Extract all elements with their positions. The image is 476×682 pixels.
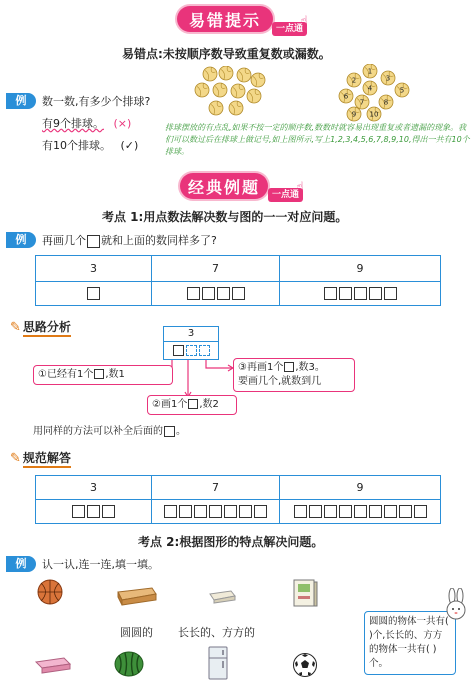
square-icon [179,505,192,518]
ball-number: 2 [351,76,357,85]
square-icon [72,505,85,518]
square-icon [217,287,230,300]
square-icon [369,505,382,518]
volleyball-icon [195,83,209,97]
step3-line2: 要画几个,就数到几 [238,376,322,387]
volleyball-icon [347,73,361,87]
step2-pre: ②画1个 [152,399,188,410]
volleyball-icon [379,95,393,109]
error-point-text: 易错点:未按顺序数导致重复数或漏数。 [122,47,331,61]
summary-post: 。 [176,426,186,437]
step1-post: ,数1 [105,369,125,380]
volleyball-icon [363,81,377,95]
square-icon [239,505,252,518]
wrong-answer: 有9个排球。 [42,117,104,130]
ball-number: 9 [351,110,357,119]
volleyball-icon [231,84,245,98]
square-icon [339,505,352,518]
header-cell: 3 [36,256,152,282]
squares-cell [152,500,280,524]
eraser-icon[interactable] [207,588,237,604]
volleyball-icon [363,64,377,78]
square-icon [87,505,100,518]
example2-question [42,232,217,248]
square-icon [324,287,337,300]
example2-table [35,255,441,306]
classic-banner [180,173,268,199]
volleyball-icon [381,71,395,85]
category-round-label: 圆圆的 [120,626,153,639]
dashed-square-icon [199,345,210,356]
step2-post: ,数2 [199,399,219,410]
square-icon [188,399,198,409]
square-icon [284,362,294,372]
volleyball-icon [395,83,409,97]
square-icon [202,287,215,300]
example-label: 例 [6,556,36,572]
volleyball-icon [367,107,381,121]
squares-cell [280,282,441,306]
square-icon [324,505,337,518]
square-icon [414,505,427,518]
basketball-icon[interactable] [36,578,64,606]
header-cell: 9 [280,256,441,282]
analysis-number: 3 [164,327,218,342]
square-icon [102,505,115,518]
pointing-hand-icon: ☝ [300,14,308,29]
example1-question: 数一数,有多少个排球? [42,95,151,108]
step3-callout [233,358,355,392]
volleyballs-unordered [190,66,270,118]
step3-pre: ③再画1个 [238,362,284,373]
question-pre: 再画几个 [42,234,86,247]
soccer-ball-icon[interactable] [292,652,318,678]
volleyball-icon [213,83,227,97]
volleyball-icon [355,95,369,109]
square-icon [369,287,382,300]
summary-pre: 用同样的方法可以补全后面的 [33,426,163,437]
pencil-icon: ✎ [10,451,21,466]
wood-block-icon[interactable] [114,584,158,606]
volleyball-icon [203,67,217,81]
analysis-summary [33,422,186,437]
rabbit-icon [441,588,471,622]
example1-wrong-line [42,115,131,131]
classic-banner-badge: 一点通 [268,188,303,202]
dashed-square-icon [186,345,197,356]
example1-right-line [42,137,138,153]
pencil-box-icon[interactable] [34,654,72,674]
solution-table [35,475,441,524]
square-icon [354,287,367,300]
square-icon [209,505,222,518]
wrong-mark: (×) [113,117,132,130]
header-cell: 9 [280,476,441,500]
volleyball-icon [229,101,243,115]
square-icon [224,505,237,518]
ball-number: 7 [359,98,365,107]
point2-title: 考点 2:根据图形的特点解决问题。 [138,535,324,549]
example-label: 例 [6,93,36,109]
step1-callout [33,365,173,385]
volleyball-icon [247,89,261,103]
example1-hint: 排球摆放的有点乱,如果不按一定的顺序数,数数时就容易出现重复或者遗漏的现象。我们可以数过后在排球上做记号,如上图所示,写上1,2,3,4,5,6,7,8,9,10,得出一共有10个排球。 [165,123,470,156]
square-icon [294,505,307,518]
fridge-icon[interactable] [207,646,229,680]
square-icon [194,505,207,518]
example3-question: 认一认,连一连,填一填。 [42,558,159,571]
volleyballs-numbered [330,64,420,122]
error-tip-banner [177,6,273,32]
step1-pre: ①已经有1个 [38,369,94,380]
classic-banner-title: 经典例题 [187,177,260,197]
book-icon[interactable] [292,578,318,608]
right-mark: (✓) [120,139,139,152]
square-icon [232,287,245,300]
header-cell: 7 [152,476,280,500]
volleyball-icon [237,68,251,82]
header-cell: 7 [152,256,280,282]
ball-number: 8 [383,98,389,107]
volleyball-icon [209,101,223,115]
ball-number: 10 [369,110,379,119]
square-icon [87,235,100,248]
square-icon [94,369,104,379]
volleyball-icon [219,66,233,80]
volleyball-icon [339,89,353,103]
volleyball-icon [251,73,265,87]
analysis-heading: ✎ 思路分析 [10,320,71,335]
pencil-icon: ✎ [10,320,21,335]
point1-title: 考点 1:用点数法解决数与图的一一对应问题。 [102,210,348,224]
volleyball-icon [347,107,361,121]
squares-cell [280,500,441,524]
squares-cell [36,500,152,524]
solution-heading: ✎ 规范解答 [10,451,71,466]
square-icon [399,505,412,518]
square-icon [384,505,397,518]
ball-number: 4 [367,84,373,93]
square-icon [164,426,175,437]
category-long-label: 长长的、方方的 [178,626,255,639]
answer-box: 圆圆的物体一共有( )个,长长的、方方的物体一共有( )个。 [364,611,456,675]
square-icon [164,505,177,518]
right-answer: 有10个排球。 [42,139,111,152]
square-icon [339,287,352,300]
step2-callout [147,395,237,415]
ball-number: 5 [399,86,405,95]
pointing-hand-icon: ☝ [296,180,304,195]
square-icon [173,345,184,356]
analysis-squares [164,342,218,358]
step3-mid: ,数3。 [295,362,325,373]
question-post: 就和上面的数同样多了? [101,234,217,247]
square-icon [384,287,397,300]
ball-number: 3 [385,74,391,83]
header-cell: 3 [36,476,152,500]
square-icon [87,287,100,300]
analysis-diagram-box [163,326,219,360]
square-icon [187,287,200,300]
ball-number: 6 [343,92,349,101]
squares-cell [152,282,280,306]
example-label: 例 [6,232,36,248]
banner-badge: 一点通 [272,22,307,36]
square-icon [254,505,267,518]
ball-number: 1 [367,67,373,76]
banner-title: 易错提示 [188,10,261,30]
square-icon [309,505,322,518]
square-icon [354,505,367,518]
squares-cell [36,282,152,306]
watermelon-icon[interactable] [113,650,145,678]
